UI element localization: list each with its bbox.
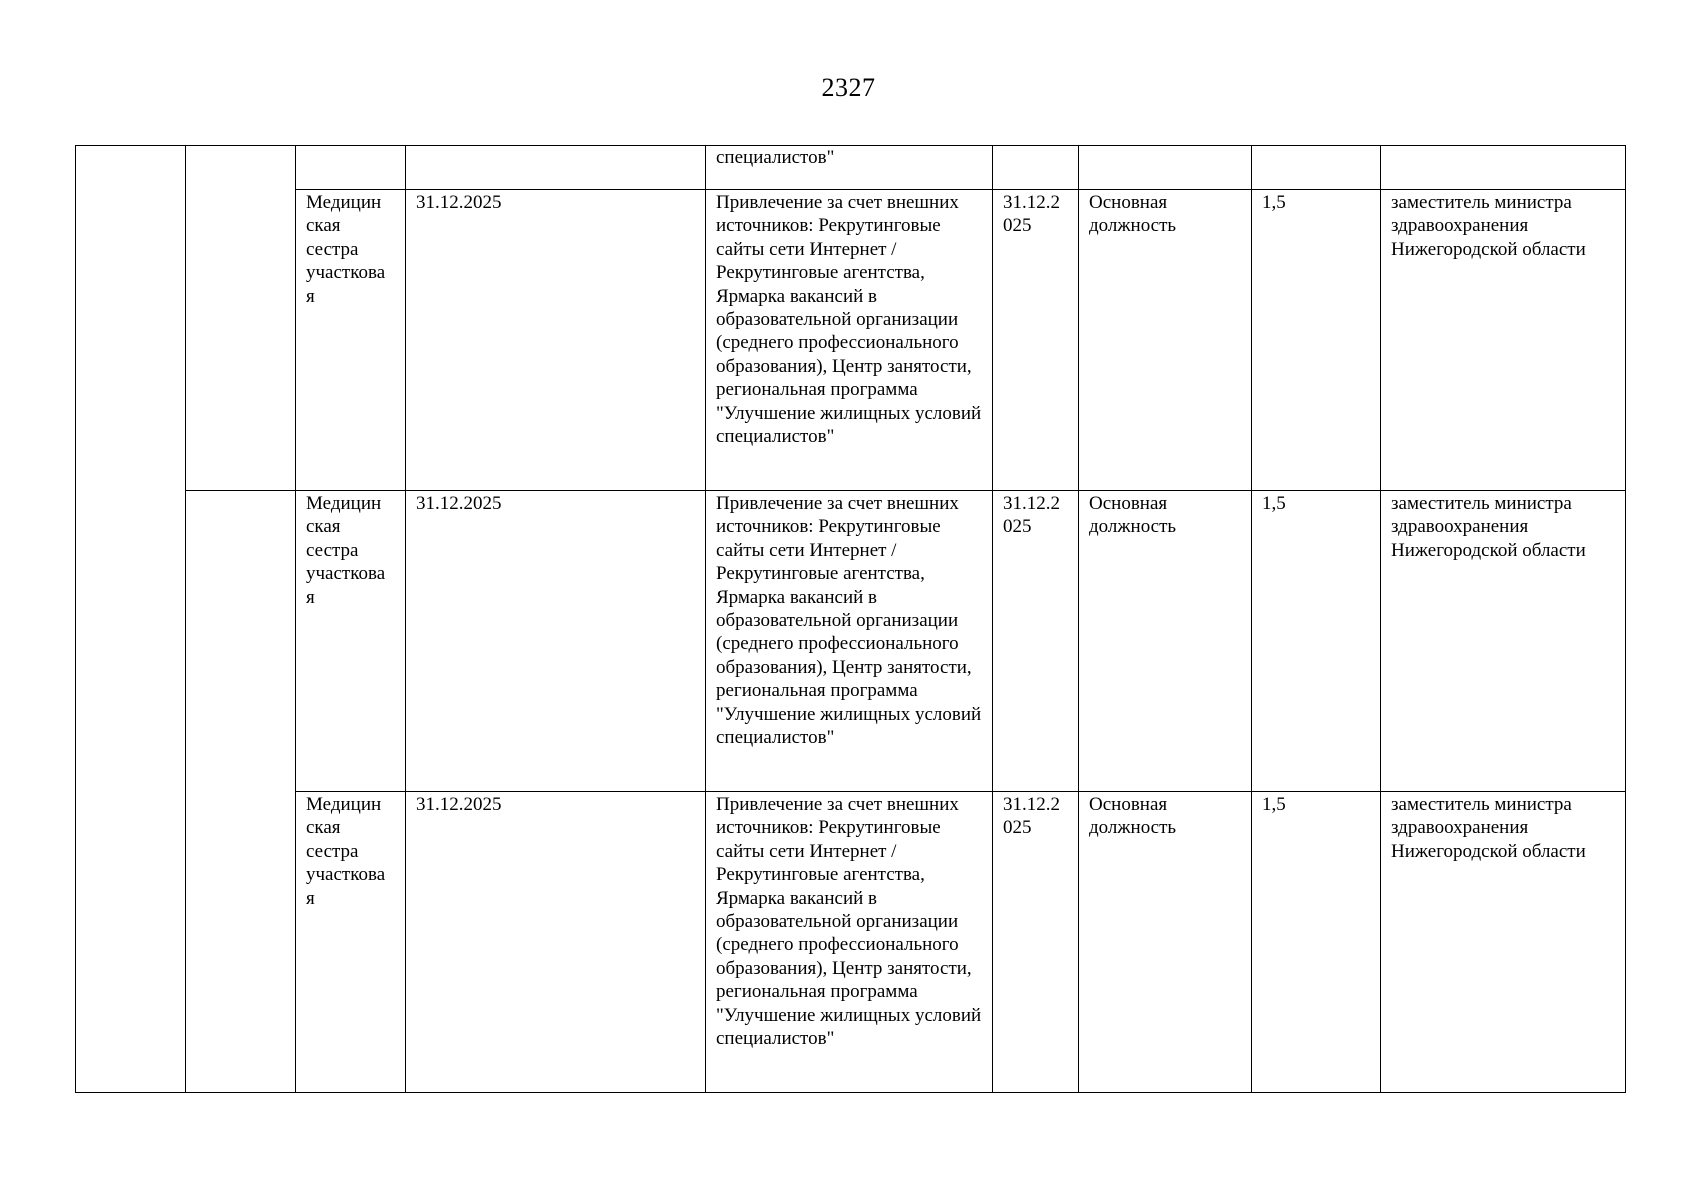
position-cell: Медицин ская сестра участкова я: [296, 190, 406, 491]
measures-cell: Привлечение за счет внешних источников: Рекрутинговые сайты сети Интернет / Рекрутинговые агентства, Ярмарка вакансий в образовательной организации (среднего профессионального образования), Центр занятости, региональная программа "Улучшение жилищных условий специалистов": [706, 190, 993, 491]
responsible-cell: заместитель министра здравоохранения Нижегородской области: [1381, 491, 1626, 792]
position-cell: Медицин ская сестра участкова я: [296, 792, 406, 1093]
table-row-continuation: [76, 146, 1626, 190]
rate-cell: 1,5: [1252, 792, 1381, 1093]
employment-cell: Основная должность: [1079, 491, 1252, 792]
due-date-cell: 31.12.2025: [406, 491, 706, 792]
table-cell-empty: [296, 146, 406, 190]
table-cell-empty: [76, 146, 186, 1093]
table-row: [76, 491, 1626, 792]
staffing-plan-table: [75, 145, 1626, 1093]
responsible-cell: заместитель министра здравоохранения Нижегородской области: [1381, 792, 1626, 1093]
deadline-cell: 31.12.2 025: [993, 792, 1079, 1093]
deadline-cell: 31.12.2 025: [993, 491, 1079, 792]
due-date-cell: 31.12.2025: [406, 190, 706, 491]
page-number: 2327: [821, 73, 876, 102]
table-cell-empty: [186, 491, 296, 1093]
measures-cell: Привлечение за счет внешних источников: Рекрутинговые сайты сети Интернет / Рекрутинговые агентства, Ярмарка вакансий в образовательной организации (среднего профессионального образования), Центр занятости, региональная программа "Улучшение жилищных условий специалистов": [706, 792, 993, 1093]
table-cell-empty: [1079, 146, 1252, 190]
table-cell-empty: [993, 146, 1079, 190]
table-cell-empty: [186, 146, 296, 491]
table-cell-empty: [1252, 146, 1381, 190]
table-cell-empty: [1381, 146, 1626, 190]
rate-cell: 1,5: [1252, 190, 1381, 491]
rate-cell: 1,5: [1252, 491, 1381, 792]
employment-cell: Основная должность: [1079, 792, 1252, 1093]
deadline-cell: 31.12.2 025: [993, 190, 1079, 491]
position-cell: Медицин ская сестра участкова я: [296, 491, 406, 792]
measures-cell: специалистов": [706, 146, 993, 190]
table-row: [76, 792, 1626, 1093]
due-date-cell: 31.12.2025: [406, 792, 706, 1093]
table-row: [76, 190, 1626, 491]
measures-cell: Привлечение за счет внешних источников: Рекрутинговые сайты сети Интернет / Рекрутинговые агентства, Ярмарка вакансий в образовательной организации (среднего профессионального образования), Центр занятости, региональная программа "Улучшение жилищных условий специалистов": [706, 491, 993, 792]
responsible-cell: заместитель министра здравоохранения Нижегородской области: [1381, 190, 1626, 491]
employment-cell: Основная должность: [1079, 190, 1252, 491]
table-cell-empty: [406, 146, 706, 190]
